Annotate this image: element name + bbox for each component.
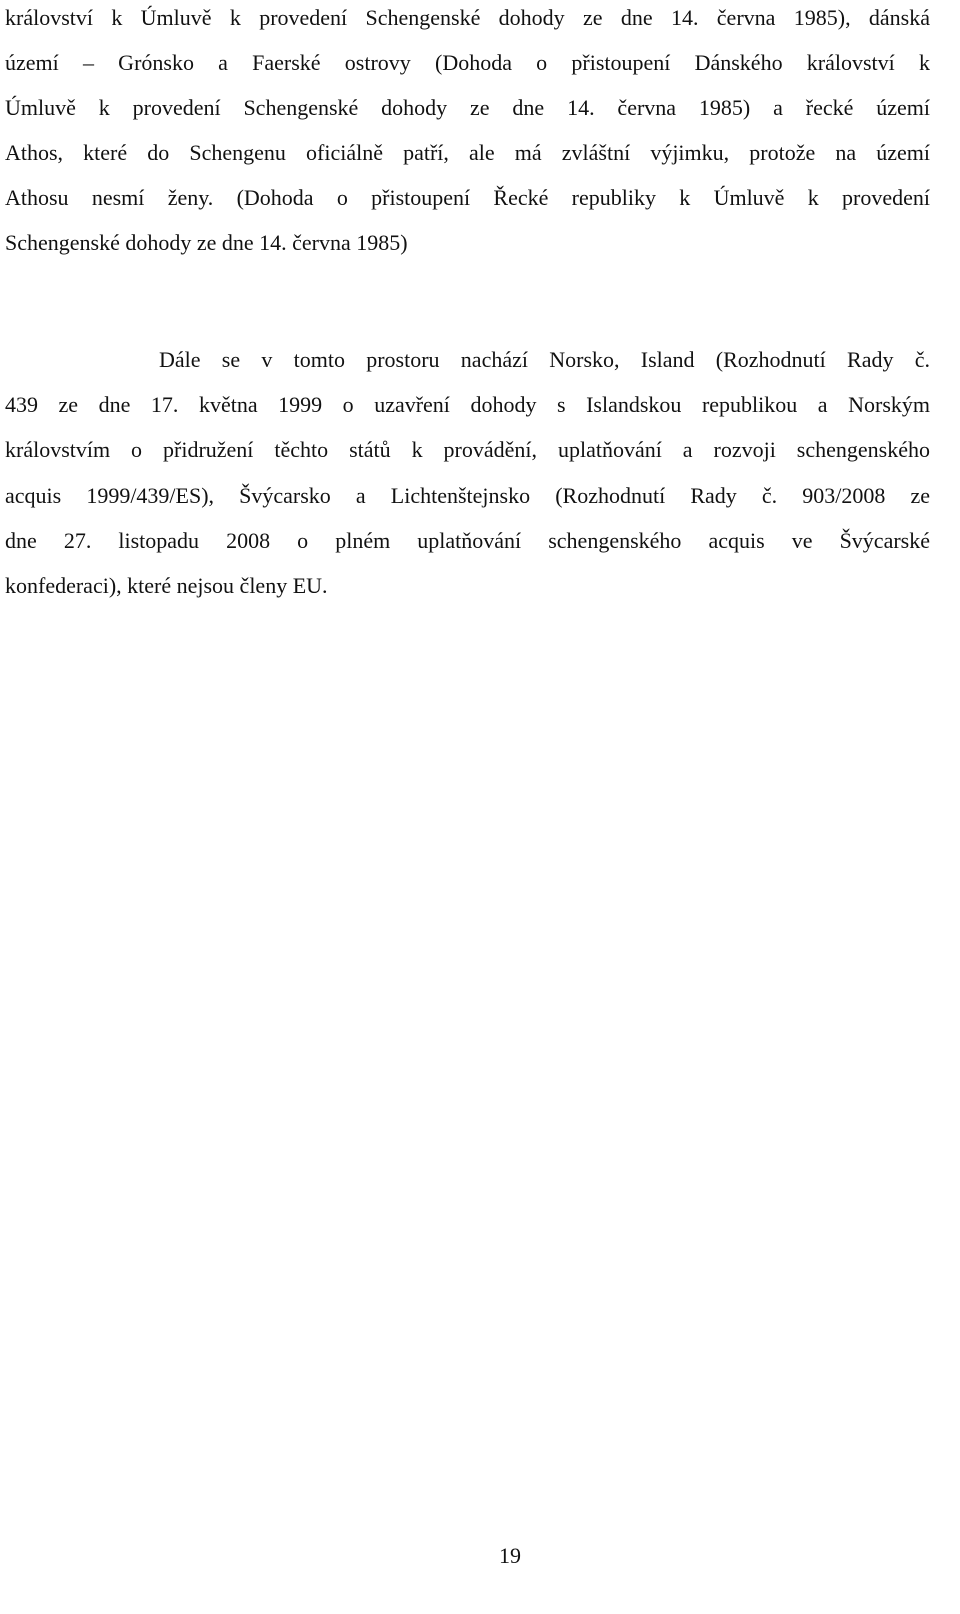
text-line: královstvím o přidružení těchto států k provádění, uplatňování a rozvoji schengenského: [5, 437, 930, 462]
text-line: 439 ze dne 17. května 1999 o uzavření dohody s Islandskou republikou a Norským: [5, 392, 930, 417]
text-line: území – Grónsko a Faerské ostrovy (Dohoda o přistoupení Dánského království k: [5, 50, 930, 75]
text-line: Dále se v tomto prostoru nachází Norsko, Island (Rozhodnutí Rady č.: [159, 347, 930, 372]
text-line: Schengenské dohody ze dne 14. června 1985): [5, 230, 408, 255]
text-line: acquis 1999/439/ES), Švýcarsko a Lichtenštejnsko (Rozhodnutí Rady č. 903/2008 ze: [5, 483, 930, 508]
text-line: dne 27. listopadu 2008 o plném uplatňování schengenského acquis ve Švýcarské: [5, 528, 930, 553]
text-line: Athos, které do Schengenu oficiálně patří, ale má zvláštní výjimku, protože na území: [5, 140, 930, 165]
text-line: Úmluvě k provedení Schengenské dohody ze dne 14. června 1985) a řecké území: [5, 95, 930, 120]
text-line: království k Úmluvě k provedení Schengenské dohody ze dne 14. června 1985), dánská: [5, 5, 930, 30]
page-number: 19: [499, 1543, 521, 1568]
text-line: Athosu nesmí ženy. (Dohoda o přistoupení Řecké republiky k Úmluvě k provedení: [5, 185, 930, 210]
text-line: konfederaci), které nejsou členy EU.: [5, 573, 328, 598]
